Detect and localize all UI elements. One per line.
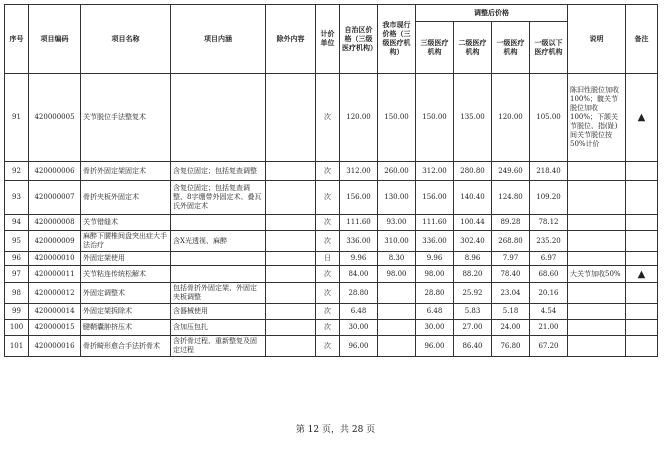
cell-a2: 280.80	[454, 162, 492, 181]
header-exclusion: 除外内容	[266, 5, 316, 74]
cell-exclusion	[266, 283, 316, 304]
table-row	[5, 231, 658, 252]
cell-p-city	[378, 304, 416, 320]
header-code: 项目编码	[29, 5, 81, 74]
cell-p-region: 96.00	[340, 336, 378, 357]
header-adjusted-group: 调整后价格	[416, 5, 568, 22]
cell-exclusion	[266, 162, 316, 181]
cell-p-city: 98.00	[378, 266, 416, 283]
cell-p-region: 30.00	[340, 320, 378, 336]
cell-name: 腱鞘囊肿挤压术	[81, 320, 171, 336]
cell-p-region: 312.00	[340, 162, 378, 181]
cell-unit: 次	[316, 74, 340, 162]
cell-remark	[626, 283, 658, 304]
cell-a2: 302.40	[454, 231, 492, 252]
header-seq: 序号	[5, 5, 29, 74]
cell-a3: 111.60	[416, 215, 454, 231]
cell-a3: 96.00	[416, 336, 454, 357]
cell-a1: 89.28	[492, 215, 530, 231]
cell-code: 420000005	[29, 74, 81, 162]
cell-exclusion	[266, 320, 316, 336]
cell-p-region: 28.80	[340, 283, 378, 304]
cell-note	[568, 320, 626, 336]
table-body	[5, 74, 658, 357]
cell-unit: 次	[316, 336, 340, 357]
cell-p-city: 150.00	[378, 74, 416, 162]
cell-name: 关节脱位手法整复术	[81, 74, 171, 162]
cell-name: 麻醉下腰椎间盘突出症大手法治疗	[81, 231, 171, 252]
cell-remark	[626, 215, 658, 231]
header-adj3: 三级医疗机构	[416, 22, 454, 74]
cell-remark	[626, 336, 658, 357]
cell-p-city: 130.00	[378, 181, 416, 215]
cell-exclusion	[266, 231, 316, 252]
cell-p-city: 310.00	[378, 231, 416, 252]
cell-unit: 次	[316, 181, 340, 215]
cell-a1: 120.00	[492, 74, 530, 162]
cell-seq: 101	[5, 336, 29, 357]
table-row	[5, 336, 658, 357]
cell-p-region: 120.00	[340, 74, 378, 162]
cell-a3: 9.96	[416, 252, 454, 266]
cell-a2: 86.40	[454, 336, 492, 357]
cell-a0: 68.60	[530, 266, 568, 283]
cell-name: 骨折外固定架固定术	[81, 162, 171, 181]
cell-code: 420000006	[29, 162, 81, 181]
cell-exclusion	[266, 252, 316, 266]
cell-code: 420000009	[29, 231, 81, 252]
cell-remark	[626, 320, 658, 336]
header-note: 说明	[568, 5, 626, 74]
cell-p-region: 336.00	[340, 231, 378, 252]
cell-a0: 21.00	[530, 320, 568, 336]
cell-seq: 99	[5, 304, 29, 320]
cell-unit: 次	[316, 215, 340, 231]
cell-note	[568, 162, 626, 181]
cell-unit: 次	[316, 266, 340, 283]
cell-p-city: 260.00	[378, 162, 416, 181]
cell-exclusion	[266, 266, 316, 283]
cell-a0: 105.00	[530, 74, 568, 162]
header-adj2: 二级医疗机构	[454, 22, 492, 74]
cell-a3: 150.00	[416, 74, 454, 162]
cell-a0: 20.16	[530, 283, 568, 304]
cell-name: 关节粘连传统松解术	[81, 266, 171, 283]
cell-remark	[626, 162, 658, 181]
cell-p-city	[378, 336, 416, 357]
cell-content: 含加压包扎	[171, 320, 266, 336]
cell-code: 420000016	[29, 336, 81, 357]
cell-a3: 28.80	[416, 283, 454, 304]
cell-seq: 95	[5, 231, 29, 252]
cell-content	[171, 266, 266, 283]
cell-content	[171, 252, 266, 266]
cell-content: 含X光透视、麻醉	[171, 231, 266, 252]
cell-code: 420000008	[29, 215, 81, 231]
cell-a2: 5.83	[454, 304, 492, 320]
cell-unit: 次	[316, 320, 340, 336]
cell-a1: 5.18	[492, 304, 530, 320]
cell-code: 420000007	[29, 181, 81, 215]
cell-note: 陈旧性脱位加收100%；髋关节脱位加收100%；下颌关节脱位、指(趾)间关节脱位按50%计价	[568, 74, 626, 162]
cell-a0: 235.20	[530, 231, 568, 252]
cell-a1: 249.60	[492, 162, 530, 181]
cell-name: 骨折夹板外固定术	[81, 181, 171, 215]
table-row	[5, 181, 658, 215]
cell-a0: 109.20	[530, 181, 568, 215]
cell-seq: 94	[5, 215, 29, 231]
cell-a3: 312.00	[416, 162, 454, 181]
cell-p-city: 93.00	[378, 215, 416, 231]
cell-unit: 次	[316, 304, 340, 320]
cell-content: 含复位固定；包括复查调整	[171, 162, 266, 181]
cell-p-region: 9.96	[340, 252, 378, 266]
cell-seq: 100	[5, 320, 29, 336]
cell-code: 420000015	[29, 320, 81, 336]
cell-a3: 98.00	[416, 266, 454, 283]
cell-seq: 97	[5, 266, 29, 283]
header-adj0: 一级以下医疗机构	[530, 22, 568, 74]
cell-p-region: 111.60	[340, 215, 378, 231]
cell-a1: 124.80	[492, 181, 530, 215]
cell-a1: 268.80	[492, 231, 530, 252]
cell-a1: 76.80	[492, 336, 530, 357]
cell-note	[568, 336, 626, 357]
cell-a1: 7.97	[492, 252, 530, 266]
cell-name: 外固定架使用	[81, 252, 171, 266]
cell-note: 大关节加收50%	[568, 266, 626, 283]
cell-a2: 140.40	[454, 181, 492, 215]
cell-a1: 78.40	[492, 266, 530, 283]
cell-remark: ▲	[626, 74, 658, 162]
cell-remark	[626, 252, 658, 266]
price-table	[4, 4, 658, 357]
cell-unit: 次	[316, 231, 340, 252]
cell-content: 含复位固定；包括复查调整、8字绷带外固定术、叠瓦氏外固定术	[171, 181, 266, 215]
header-city-price: 我市现行价格（三级医疗机构）	[378, 5, 416, 74]
cell-p-city	[378, 283, 416, 304]
cell-unit: 日	[316, 252, 340, 266]
cell-p-city: 8.30	[378, 252, 416, 266]
cell-name: 骨折畸形愈合手法折骨术	[81, 336, 171, 357]
cell-p-region: 84.00	[340, 266, 378, 283]
header-adj1: 一级医疗机构	[492, 22, 530, 74]
cell-a0: 78.12	[530, 215, 568, 231]
cell-a3: 6.48	[416, 304, 454, 320]
cell-name: 外固定架拆除术	[81, 304, 171, 320]
cell-seq: 93	[5, 181, 29, 215]
header-remark: 备注	[626, 5, 658, 74]
header-content: 项目内涵	[171, 5, 266, 74]
cell-content	[171, 215, 266, 231]
cell-a0: 218.40	[530, 162, 568, 181]
table-row	[5, 304, 658, 320]
cell-p-region: 156.00	[340, 181, 378, 215]
cell-seq: 92	[5, 162, 29, 181]
cell-content	[171, 74, 266, 162]
cell-content: 含折骨过程、重新整复及固定过程	[171, 336, 266, 357]
cell-exclusion	[266, 304, 316, 320]
header-region-price: 自治区价格（三级医疗机构）	[340, 5, 378, 74]
cell-a3: 30.00	[416, 320, 454, 336]
cell-a2: 27.00	[454, 320, 492, 336]
cell-content: 含器械使用	[171, 304, 266, 320]
cell-a2: 88.20	[454, 266, 492, 283]
cell-unit: 次	[316, 283, 340, 304]
cell-note	[568, 304, 626, 320]
cell-note	[568, 252, 626, 266]
cell-unit: 次	[316, 162, 340, 181]
cell-remark	[626, 304, 658, 320]
table-row	[5, 74, 658, 162]
cell-exclusion	[266, 74, 316, 162]
cell-content: 包括骨折外固定架、外固定夹板调整	[171, 283, 266, 304]
cell-seq: 96	[5, 252, 29, 266]
cell-seq: 98	[5, 283, 29, 304]
cell-note	[568, 283, 626, 304]
cell-a2: 100.44	[454, 215, 492, 231]
cell-a2: 135.00	[454, 74, 492, 162]
cell-seq: 91	[5, 74, 29, 162]
header-unit: 计价单位	[316, 5, 340, 74]
cell-a2: 8.96	[454, 252, 492, 266]
cell-note	[568, 231, 626, 252]
table-row	[5, 266, 658, 283]
table-row	[5, 283, 658, 304]
page-footer: 第 12 页，共 28 页	[295, 425, 376, 435]
cell-p-region: 6.48	[340, 304, 378, 320]
cell-a0: 67.20	[530, 336, 568, 357]
cell-remark	[626, 181, 658, 215]
cell-remark: ▲	[626, 266, 658, 283]
cell-code: 420000011	[29, 266, 81, 283]
cell-note	[568, 215, 626, 231]
table-row	[5, 215, 658, 231]
header-name: 项目名称	[81, 5, 171, 74]
cell-note	[568, 181, 626, 215]
cell-remark	[626, 231, 658, 252]
cell-code: 420000012	[29, 283, 81, 304]
cell-a2: 25.92	[454, 283, 492, 304]
table-row	[5, 252, 658, 266]
table-row	[5, 162, 658, 181]
cell-exclusion	[266, 336, 316, 357]
cell-a0: 6.97	[530, 252, 568, 266]
cell-a3: 156.00	[416, 181, 454, 215]
cell-a3: 336.00	[416, 231, 454, 252]
cell-code: 420000010	[29, 252, 81, 266]
cell-exclusion	[266, 215, 316, 231]
cell-a0: 4.54	[530, 304, 568, 320]
table-row	[5, 320, 658, 336]
cell-name: 关节错缝术	[81, 215, 171, 231]
cell-p-city	[378, 320, 416, 336]
cell-exclusion	[266, 181, 316, 215]
cell-code: 420000014	[29, 304, 81, 320]
cell-a1: 24.00	[492, 320, 530, 336]
cell-name: 外固定调整术	[81, 283, 171, 304]
cell-a1: 23.04	[492, 283, 530, 304]
